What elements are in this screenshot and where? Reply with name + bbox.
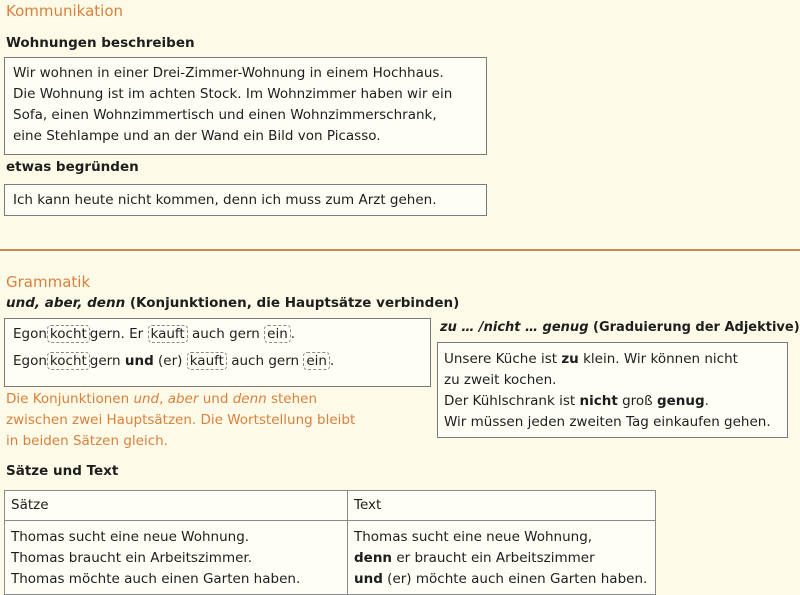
heading-italic: und, aber, denn xyxy=(6,295,126,311)
word: (er) xyxy=(153,353,187,369)
word: Unsere Küche ist xyxy=(444,351,562,367)
box-graduierung xyxy=(437,342,788,438)
text-line xyxy=(354,569,649,590)
sentence: Thomas braucht ein Arbeitszimmer. xyxy=(11,550,253,566)
verb-highlight: kocht xyxy=(47,325,90,343)
word: klein. Wir können nicht xyxy=(578,351,738,367)
heading-wohnungen-beschreiben: Wohnungen beschreiben xyxy=(6,35,195,51)
text-line: Sofa, einen Wohnzimmertisch und einen Wohnzimmerschrank, xyxy=(13,107,437,123)
word: . xyxy=(704,393,709,409)
sentence: Thomas sucht eine neue Wohnung. xyxy=(11,529,250,545)
word: (er) möchte auch einen Garten haben. xyxy=(382,571,648,587)
word: auch gern xyxy=(226,353,304,369)
grad-line-4: Wir müssen jeden zweiten Tag einkaufen gehen. xyxy=(444,414,771,430)
heading-saetze-und-text: Sätze und Text xyxy=(6,463,119,479)
grad-line-3 xyxy=(444,391,787,412)
grad-line-1 xyxy=(444,349,787,370)
word: Der Kühlschrank ist xyxy=(444,393,580,409)
word: Egon xyxy=(13,353,47,369)
word: er braucht ein Arbeitszimmer xyxy=(392,550,595,566)
section-title-kommunikation: Kommunikation xyxy=(6,2,124,20)
heading-rest: (Graduierung der Adjektive) xyxy=(588,320,800,335)
note-text: stehen xyxy=(266,391,318,407)
table-header-saetze: Sätze xyxy=(5,491,348,521)
verb-highlight: kauft xyxy=(148,325,188,343)
table-cell-text xyxy=(348,521,656,595)
prefix-highlight: ein xyxy=(303,352,330,370)
text-line: Ich kann heute nicht kommen, denn ich muss zum Arzt gehen. xyxy=(13,192,437,208)
bold-conjunction: und xyxy=(354,571,383,587)
bold-word: zu xyxy=(561,351,579,367)
text-line xyxy=(354,548,649,569)
bold-conjunction: denn xyxy=(354,550,393,566)
bold-word: nicht xyxy=(579,393,618,409)
text-line: Wir wohnen in einer Drei-Zimmer-Wohnung in einem Hochhaus. xyxy=(13,65,444,81)
note-text: , xyxy=(159,391,168,407)
note-italic: und xyxy=(133,391,160,407)
word: auch gern xyxy=(187,326,265,342)
note-italic: aber xyxy=(167,391,199,407)
box-wohnungen xyxy=(4,57,487,155)
word: gern xyxy=(89,353,125,369)
bold-word: genug xyxy=(656,393,705,409)
note-line-1 xyxy=(6,389,355,410)
text-line: Die Wohnung ist im achten Stock. Im Wohnzimmer haben wir ein xyxy=(13,86,453,102)
text-line: eine Stehlampe und an der Wand ein Bild von Picasso. xyxy=(13,128,381,144)
conjunction-bold: und xyxy=(124,353,154,369)
heading-rest: (Konjunktionen, die Hauptsätze verbinden) xyxy=(125,295,460,311)
table-header-row xyxy=(5,491,656,521)
word: . xyxy=(330,353,335,369)
example-line-2 xyxy=(13,351,430,372)
note-italic: denn xyxy=(232,391,267,407)
word: . xyxy=(290,326,296,342)
heading-graduierung xyxy=(440,320,800,335)
table-row xyxy=(5,521,656,595)
note-text: Die Konjunktionen xyxy=(6,391,134,407)
heading-konjunktionen xyxy=(6,295,459,311)
heading-italic: zu … /nicht … genug xyxy=(440,320,589,335)
sentence: Thomas möchte auch einen Garten haben. xyxy=(11,571,301,587)
note-line-3: in beiden Sätzen gleich. xyxy=(6,433,168,449)
verb-highlight: kauft xyxy=(187,352,227,370)
box-begruenden xyxy=(4,184,487,216)
word: Egon xyxy=(13,326,47,342)
word: groß xyxy=(617,393,657,409)
saetze-text-table xyxy=(4,490,656,595)
word: gern. Er xyxy=(89,326,148,342)
prefix-highlight: ein xyxy=(264,325,291,343)
example-line-1 xyxy=(13,324,430,345)
heading-etwas-begruenden: etwas begründen xyxy=(6,159,139,175)
box-konjunktionen-beispiele xyxy=(4,318,431,387)
table-cell-saetze xyxy=(5,521,348,595)
grad-line-2: zu zweit kochen. xyxy=(444,372,557,388)
section-divider xyxy=(0,249,800,251)
table-header-text: Text xyxy=(348,491,656,521)
note-text: und xyxy=(198,391,233,407)
section-title-grammatik: Grammatik xyxy=(6,273,91,291)
text-line: Thomas sucht eine neue Wohnung, xyxy=(354,529,593,545)
verb-highlight: kocht xyxy=(47,352,90,370)
konjunktionen-note xyxy=(6,389,355,452)
note-line-2: zwischen zwei Hauptsätzen. Die Wortstellung bleibt xyxy=(6,412,356,428)
